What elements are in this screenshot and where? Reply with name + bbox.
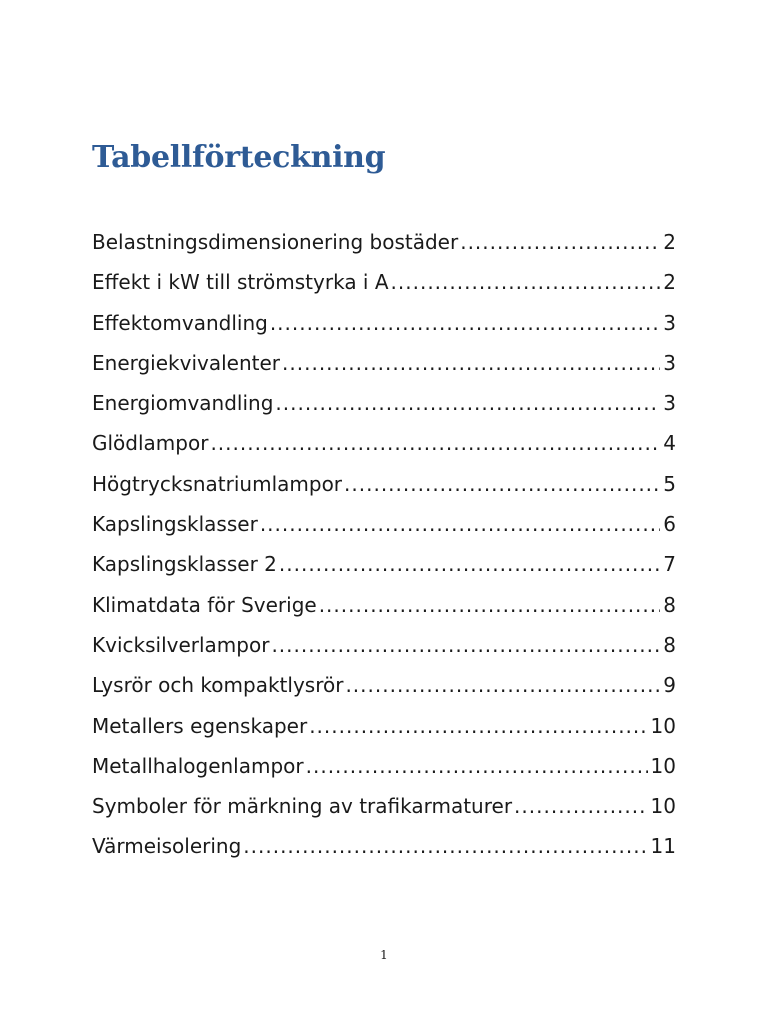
toc-dot-leader xyxy=(275,391,660,415)
toc-entry-label: Kapslingsklasser xyxy=(92,512,258,537)
toc-entry[interactable] xyxy=(92,834,676,874)
toc-entry-page: 6 xyxy=(663,512,676,537)
toc-entry-label: Lysrör och kompaktlysrör xyxy=(92,673,344,698)
toc-entry-label: Effekt i kW till strömstyrka i A xyxy=(92,270,389,295)
toc-entry[interactable] xyxy=(92,230,676,270)
toc-entry-label: Högtrycksnatriumlampor xyxy=(92,471,343,496)
toc-entry-label: Energiekvivalenter xyxy=(92,350,281,375)
toc-entry-label: Metallhalogenlampor xyxy=(92,753,304,778)
toc-entry-page: 10 xyxy=(650,794,676,819)
toc-entry[interactable] xyxy=(92,270,676,310)
toc-entry-page: 3 xyxy=(663,350,676,375)
toc-entry[interactable] xyxy=(92,472,676,512)
toc-dot-leader xyxy=(460,230,660,254)
toc-entry-page: 8 xyxy=(663,632,676,657)
toc-entry-page: 7 xyxy=(663,552,676,577)
toc-entry-label: Klimatdata för Sverige xyxy=(92,592,317,617)
toc-dot-leader xyxy=(309,714,647,738)
toc-dot-leader xyxy=(282,351,660,375)
toc-entry-label: Belastningsdimensionering bostäder xyxy=(92,230,459,254)
toc-entry-label: Symboler för märkning av trafikarmaturer xyxy=(92,794,513,819)
toc-entry-label: Energiomvandling xyxy=(92,391,274,416)
toc-dot-leader xyxy=(260,512,660,536)
toc-entry-label: Kvicksilverlampor xyxy=(92,632,270,657)
toc-entry[interactable] xyxy=(92,351,676,391)
toc-entry[interactable] xyxy=(92,593,676,633)
toc-entry[interactable] xyxy=(92,391,676,431)
toc-entry-page: 2 xyxy=(663,270,676,295)
toc-entry-label: Metallers egenskaper xyxy=(92,713,308,738)
toc-entry-page: 3 xyxy=(663,391,676,416)
toc-entry-label: Kapslingsklasser 2 xyxy=(92,552,277,577)
toc-entry[interactable] xyxy=(92,754,676,794)
toc-entry-page: 2 xyxy=(663,230,676,254)
toc-entry[interactable] xyxy=(92,673,676,713)
toc-dot-leader xyxy=(243,834,647,858)
toc-entry-page: 4 xyxy=(663,431,676,456)
toc-entry-page: 8 xyxy=(663,592,676,617)
toc-dot-leader xyxy=(210,431,660,455)
toc-entry-page: 5 xyxy=(663,471,676,496)
toc-entry-page: 9 xyxy=(663,673,676,698)
toc-dot-leader xyxy=(306,754,648,778)
page-number: 1 xyxy=(380,948,388,962)
toc-entry[interactable] xyxy=(92,552,676,592)
toc-entry[interactable] xyxy=(92,311,676,351)
toc-dot-leader xyxy=(271,633,660,657)
toc-entry[interactable] xyxy=(92,431,676,471)
toc-dot-leader xyxy=(319,593,661,617)
toc-entry-label: Effektomvandling xyxy=(92,310,268,335)
toc-dot-leader xyxy=(279,552,660,576)
toc-dot-leader xyxy=(345,673,660,697)
toc-entry[interactable] xyxy=(92,633,676,673)
toc-entry-page: 3 xyxy=(663,310,676,335)
toc-entry-label: Glödlampor xyxy=(92,431,209,456)
toc-dot-leader xyxy=(270,311,660,335)
table-of-contents xyxy=(92,230,676,875)
toc-dot-leader xyxy=(344,472,660,496)
toc-dot-leader xyxy=(391,270,661,294)
toc-entry[interactable] xyxy=(92,714,676,754)
toc-entry[interactable] xyxy=(92,794,676,834)
toc-entry-page: 10 xyxy=(650,753,676,778)
toc-entry-page: 11 xyxy=(650,834,676,859)
toc-entry[interactable] xyxy=(92,512,676,552)
toc-dot-leader xyxy=(514,794,648,818)
toc-entry-page: 10 xyxy=(650,713,676,738)
page-title: Tabellförteckning xyxy=(92,140,386,175)
toc-entry-label: Värmeisolering xyxy=(92,834,242,859)
